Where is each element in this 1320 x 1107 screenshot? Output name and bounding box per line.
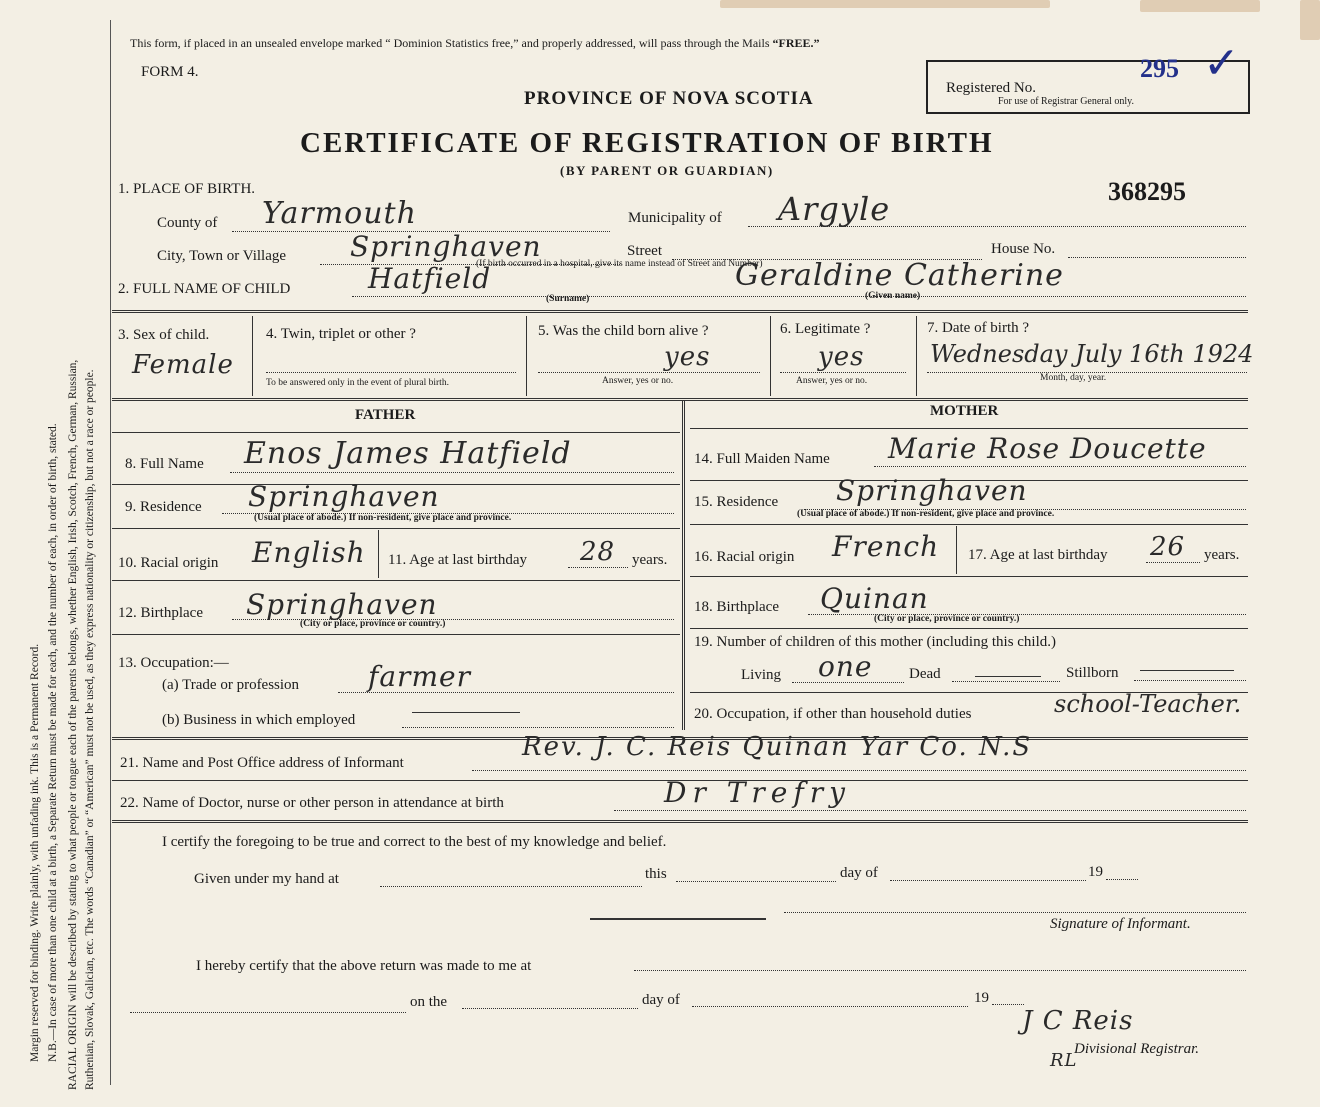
alive-label: 5. Was the child born alive ? xyxy=(538,323,709,339)
side-note-nb: N.B.—In case of more than one child at a birth, a Separate Return must be made for each, and the number of each, in order of birth, stated. xyxy=(47,423,59,1062)
informant-line xyxy=(472,770,1246,771)
sex-value: Female xyxy=(132,350,234,380)
divider xyxy=(252,316,253,396)
alive-note: Answer, yes or no. xyxy=(602,376,674,386)
divider xyxy=(112,432,680,433)
mother-racial-value: French xyxy=(832,530,940,563)
day-of-line xyxy=(890,880,1086,881)
serial-number: 368295 xyxy=(1108,177,1186,206)
mother-name-line xyxy=(874,466,1246,467)
stillborn-dash xyxy=(1140,670,1234,671)
county-label: County of xyxy=(157,215,218,231)
divider xyxy=(690,628,1248,629)
registrar-year-line xyxy=(992,1004,1024,1005)
mother-birthplace-note: (City or place, province or country.) xyxy=(874,614,1020,624)
informant-value: Rev. J. C. Reis Quinan Yar Co. N.S xyxy=(522,732,1033,762)
dead-line xyxy=(952,681,1060,682)
informant-label: 21. Name and Post Office address of Informant xyxy=(120,755,404,771)
given-caption: (Given name) xyxy=(865,291,921,301)
child-given-name: Geraldine Catherine xyxy=(735,258,1064,293)
mother-residence-note: (Usual place of abode.) If non-resident, give place and province. xyxy=(797,509,1055,519)
municipality-label: Municipality of xyxy=(628,210,722,226)
father-trade-label: (a) Trade or profession xyxy=(162,677,300,693)
registrar-title: Divisional Registrar. xyxy=(1074,1041,1200,1057)
registered-number-box xyxy=(926,39,1250,114)
municipality-value: Argyle xyxy=(778,190,891,228)
mother-heading: MOTHER xyxy=(930,403,999,419)
mother-racial-label: 16. Racial origin xyxy=(694,549,795,565)
paper-stain xyxy=(720,0,1050,8)
stillborn-label: Stillborn xyxy=(1066,665,1119,681)
mother-birthplace-value: Quinan xyxy=(820,582,929,615)
father-name-label: 8. Full Name xyxy=(125,456,204,472)
dead-label: Dead xyxy=(909,666,941,682)
registered-note: For use of Registrar General only. xyxy=(998,96,1134,107)
check-mark-icon: ✓ xyxy=(1203,39,1240,88)
on-the-label: on the xyxy=(410,994,448,1010)
mother-children-label: 19. Number of children of this mother (including this child.) xyxy=(694,634,1057,650)
father-business-label: (b) Business in which employed xyxy=(162,712,356,728)
on-the-line xyxy=(462,1008,638,1009)
registrar-year-prefix: 19 xyxy=(974,990,989,1006)
father-name-value: Enos James Hatfield xyxy=(244,436,572,471)
side-note-racial-2: Ruthenian, Slovak, Galician, etc. The words “Canadian” or “American” must not be used, as they express nationality or citizenship, but not a race or people. xyxy=(84,369,96,1090)
father-age-value: 28 xyxy=(580,537,616,567)
registrar-signature: J C Reis xyxy=(1022,1006,1134,1036)
twin-line xyxy=(266,372,516,373)
father-heading: FATHER xyxy=(355,407,416,423)
legitimate-note: Answer, yes or no. xyxy=(796,376,868,386)
registrar-place-line xyxy=(634,970,1246,971)
signature-rule xyxy=(590,918,766,920)
child-name-label: 2. FULL NAME OF CHILD xyxy=(118,281,291,297)
registrar-day-line xyxy=(692,1006,968,1007)
doctor-label: 22. Name of Doctor, nurse or other person in attendance at birth xyxy=(120,795,504,811)
child-surname: Hatfield xyxy=(368,262,492,295)
side-note-racial: RACIAL ORIGIN will be described by stating to what people or tongue each of the parents belongs, whether English, Irish, Scotch, French, German, Russian, xyxy=(67,359,79,1090)
mother-residence-label: 15. Residence xyxy=(694,494,779,510)
margin-line xyxy=(110,20,111,1085)
twin-label: 4. Twin, triplet or other ? xyxy=(266,326,416,342)
registrar-statement: I hereby certify that the above return was made to me at xyxy=(196,958,532,974)
father-birthplace-value: Springhaven xyxy=(246,588,438,621)
father-racial-label: 10. Racial origin xyxy=(118,555,219,571)
county-value: Yarmouth xyxy=(262,196,417,231)
divider xyxy=(378,530,379,578)
registered-number: 295 xyxy=(1140,54,1179,83)
mother-age-line xyxy=(1146,562,1200,563)
this-line xyxy=(676,881,836,882)
city-label: City, Town or Village xyxy=(157,248,287,264)
living-label: Living xyxy=(741,667,781,683)
mother-age-value: 26 xyxy=(1150,532,1186,562)
divider xyxy=(112,310,1248,313)
legitimate-line xyxy=(780,372,906,373)
certify-statement: I certify the foregoing to be true and correct to the best of my knowledge and belief. xyxy=(162,834,667,850)
street-label: Street xyxy=(627,243,662,259)
divider xyxy=(916,316,917,396)
province-heading: PROVINCE OF NOVA SCOTIA xyxy=(524,88,814,109)
free-label: “FREE.” xyxy=(772,36,820,50)
father-occupation-label: 13. Occupation:— xyxy=(118,655,229,671)
alive-line xyxy=(538,372,760,373)
father-birthplace-label: 12. Birthplace xyxy=(118,605,203,621)
child-name-line xyxy=(352,296,1246,297)
side-note-margin: Margin reserved for binding. Write plainly, with unfading ink. This is a Permanent Record. xyxy=(29,643,41,1062)
father-business-dash xyxy=(412,712,520,713)
divider xyxy=(690,428,1248,429)
mailing-notice xyxy=(130,36,820,51)
divider xyxy=(690,576,1248,577)
year-prefix: 19 xyxy=(1088,864,1103,880)
sex-label: 3. Sex of child. xyxy=(118,327,210,343)
divider xyxy=(956,526,957,574)
house-label: House No. xyxy=(991,241,1056,257)
paper-stain xyxy=(1300,0,1320,40)
signature-line xyxy=(784,912,1246,913)
father-residence-value: Springhaven xyxy=(248,480,440,513)
page-title: CERTIFICATE OF REGISTRATION OF BIRTH xyxy=(300,127,994,159)
living-value: one xyxy=(818,650,873,683)
mother-occupation-label: 20. Occupation, if other than household duties xyxy=(694,706,972,722)
registrar-day-of-label: day of xyxy=(642,992,680,1008)
alive-value: yes xyxy=(664,342,711,372)
paper-stain xyxy=(1140,0,1260,12)
this-label: this xyxy=(645,866,667,882)
divider xyxy=(526,316,527,396)
doctor-line xyxy=(614,810,1246,811)
divider xyxy=(112,634,680,635)
divider xyxy=(690,524,1248,525)
year-line xyxy=(1106,879,1138,880)
column-divider xyxy=(682,400,685,730)
father-age-label: 11. Age at last birthday xyxy=(388,552,527,568)
mother-name-value: Marie Rose Doucette xyxy=(888,432,1207,465)
page-subtitle: (BY PARENT OR GUARDIAN) xyxy=(560,163,774,178)
mother-name-label: 14. Full Maiden Name xyxy=(694,451,830,467)
divider xyxy=(112,820,1248,823)
hospital-note: (If birth occurred in a hospital, give its name instead of Street and Number) xyxy=(476,259,763,269)
surname-caption: (Surname) xyxy=(546,294,590,304)
stillborn-line xyxy=(1134,680,1246,681)
father-trade-value: farmer xyxy=(368,660,471,693)
mother-occupation-value: school-Teacher. xyxy=(1054,690,1242,718)
divider xyxy=(112,398,1248,401)
dead-dash xyxy=(975,676,1041,677)
mailing-notice-text: This form, if placed in an unsealed envelope marked “ Dominion Statistics free,” and properly addressed, will pass through the Mails xyxy=(130,36,770,50)
registrar-place-line-2 xyxy=(130,1012,406,1013)
divider xyxy=(112,528,680,529)
father-business-line xyxy=(402,727,674,728)
mother-residence-value: Springhaven xyxy=(836,474,1028,507)
place-heading: 1. PLACE OF BIRTH. xyxy=(118,181,256,197)
day-of-label: day of xyxy=(840,865,878,881)
twin-note: To be answered only in the event of plural birth. xyxy=(266,378,449,388)
house-line xyxy=(1068,257,1246,258)
doctor-value: Dr Trefry xyxy=(664,776,851,809)
divider xyxy=(112,580,680,581)
father-age-line xyxy=(568,567,628,568)
form-number: FORM 4. xyxy=(141,64,199,80)
mother-years-label: years. xyxy=(1204,547,1240,563)
father-birthplace-note: (City or place, province or country.) xyxy=(300,619,446,629)
legitimate-label: 6. Legitimate ? xyxy=(780,321,871,337)
given-under-line xyxy=(380,886,642,887)
mother-birthplace-label: 18. Birthplace xyxy=(694,599,779,615)
father-years-label: years. xyxy=(632,552,668,568)
father-name-line xyxy=(230,472,674,473)
mother-age-label: 17. Age at last birthday xyxy=(968,547,1108,563)
father-residence-note: (Usual place of abode.) If non-resident, give place and province. xyxy=(254,513,512,523)
legitimate-value: yes xyxy=(818,342,865,372)
city-value: Springhaven xyxy=(350,230,542,263)
father-residence-label: 9. Residence xyxy=(125,499,202,515)
divider xyxy=(770,316,771,396)
given-under-label: Given under my hand at xyxy=(194,871,339,887)
signature-caption: Signature of Informant. xyxy=(1050,916,1191,932)
dob-note: Month, day, year. xyxy=(1040,373,1107,383)
dob-label: 7. Date of birth ? xyxy=(927,320,1030,336)
registrar-initials: RL xyxy=(1050,1050,1078,1071)
registered-label: Registered No. xyxy=(946,80,1036,96)
father-racial-value: English xyxy=(252,536,366,569)
dob-value: Wednesday July 16th 1924 xyxy=(930,340,1254,368)
